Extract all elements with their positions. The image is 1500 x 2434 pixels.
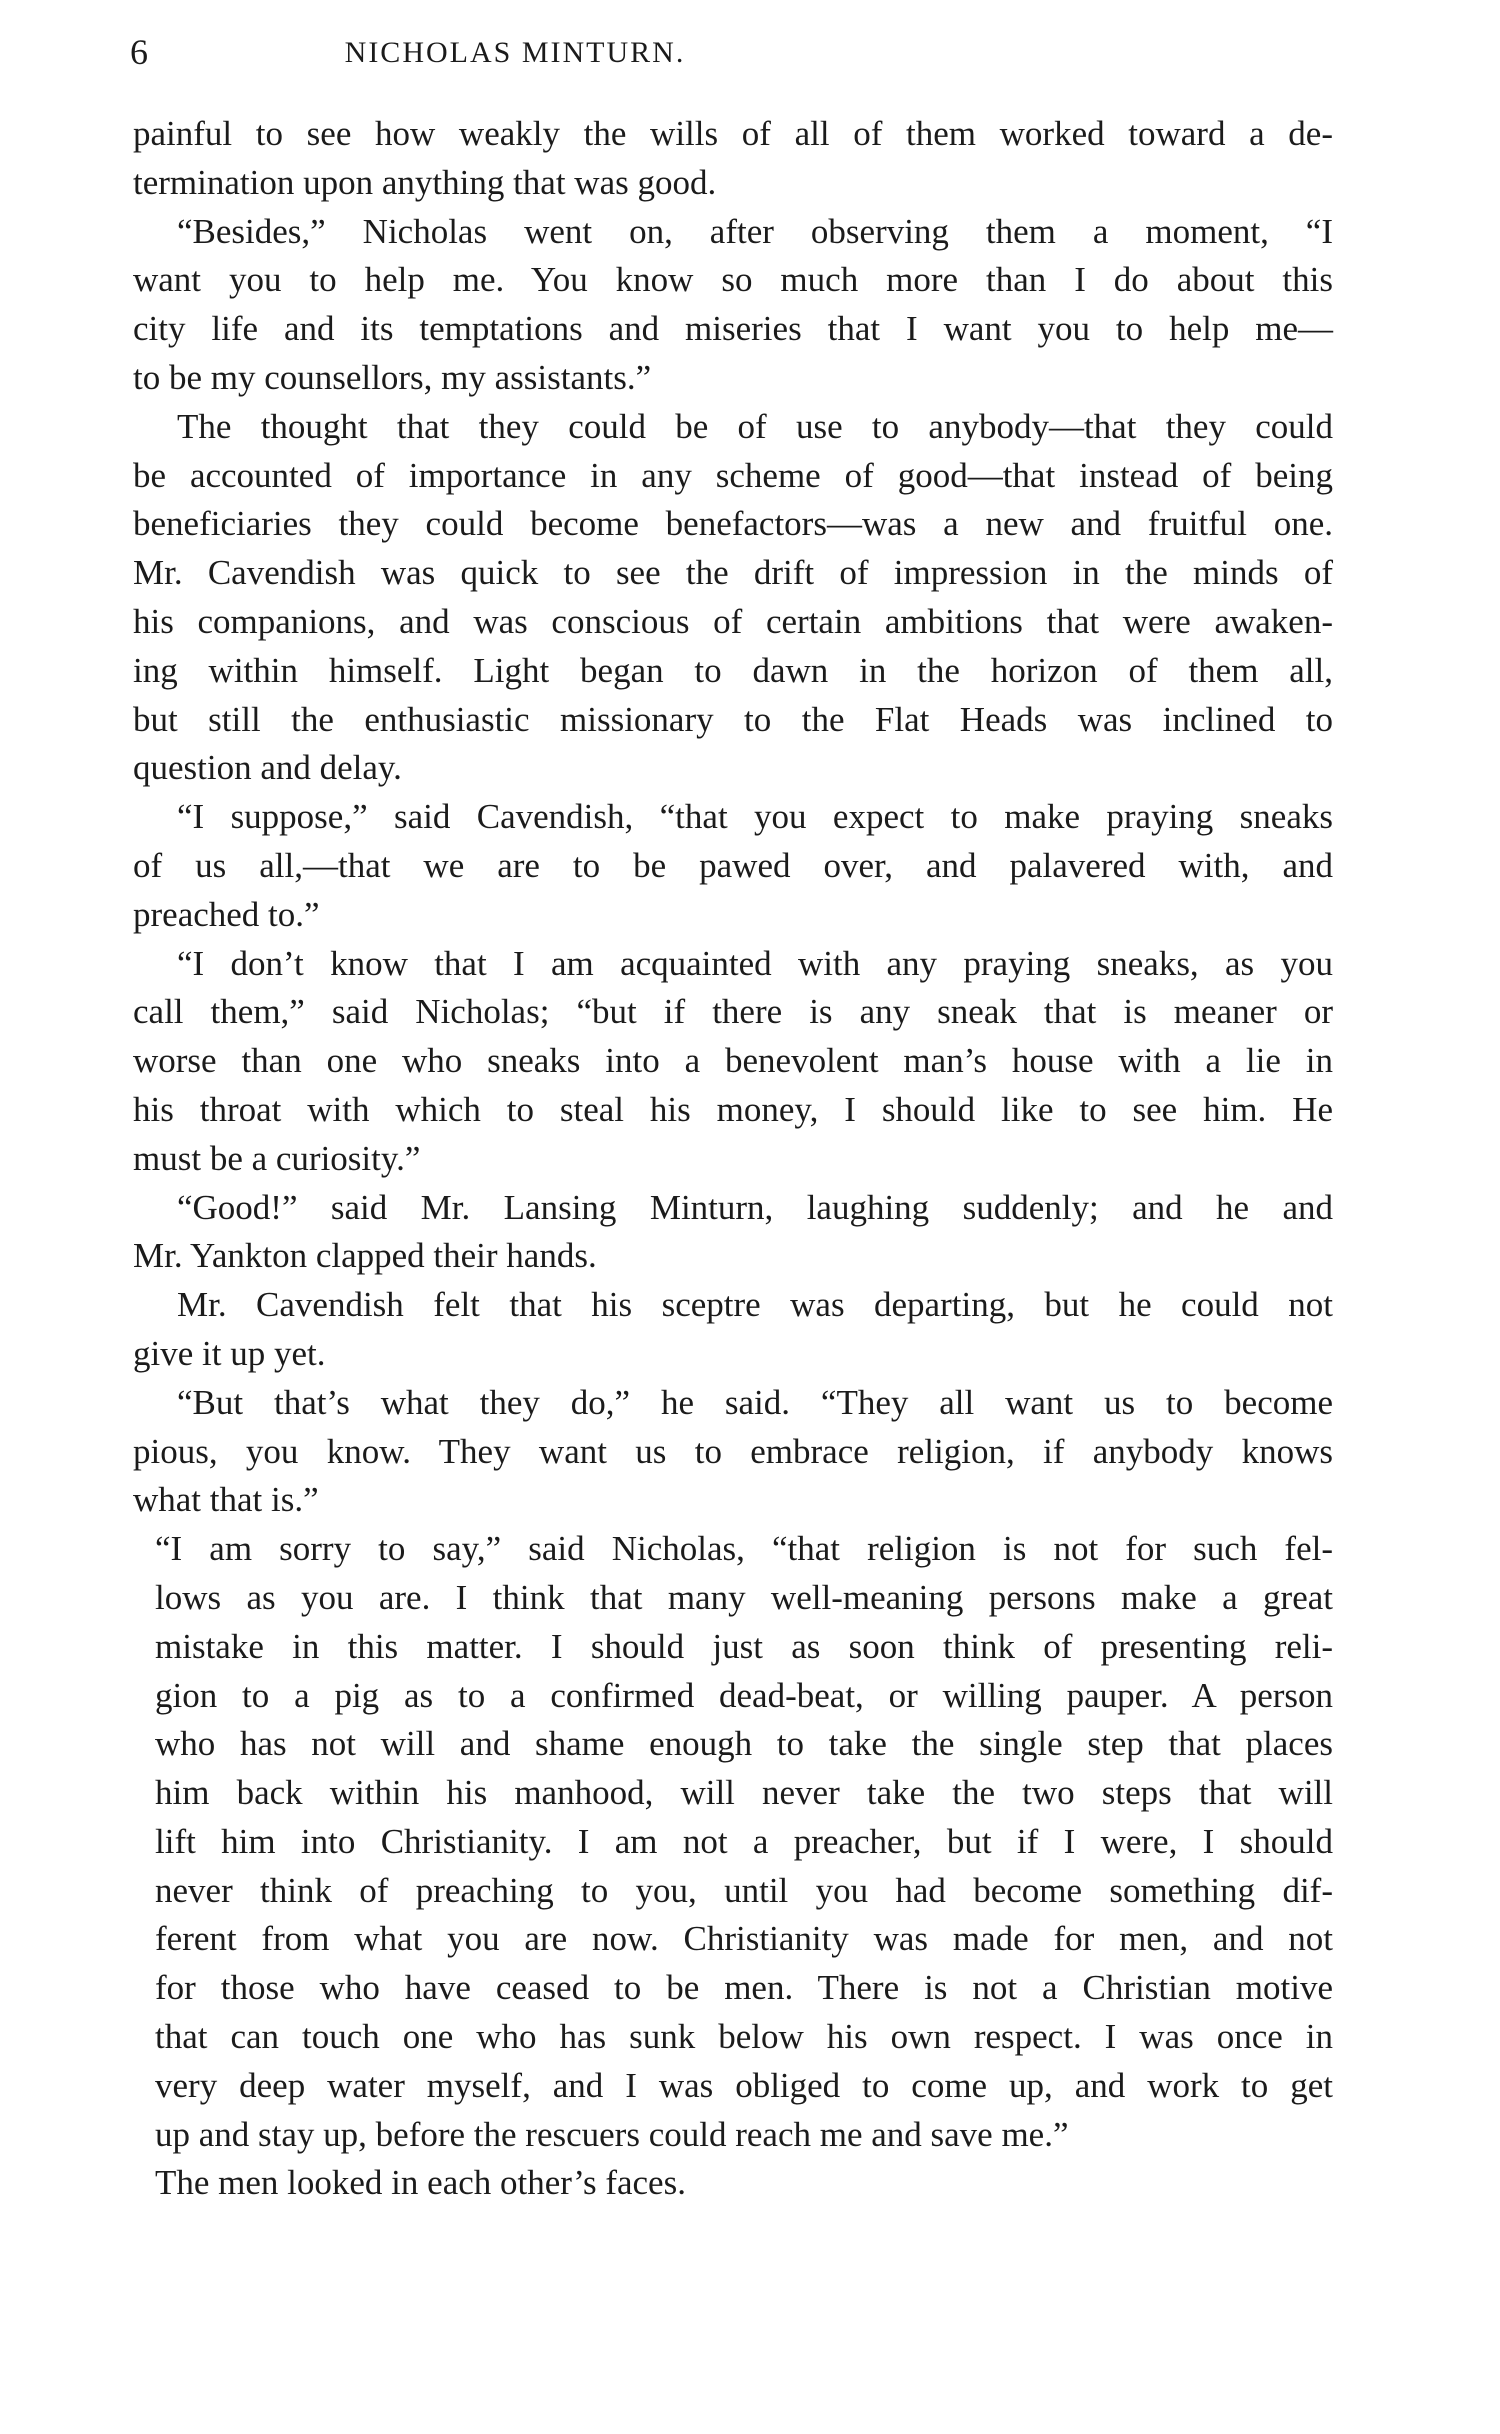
text-line: his companions, and was conscious of certain ambitions that were awaken-	[133, 601, 1333, 641]
text-line: The men looked in each other’s faces.	[155, 2163, 686, 2203]
text-line: termination upon anything that was good.	[133, 162, 717, 202]
body-text	[133, 110, 1333, 2208]
text-line: for those who have ceased to be men. There is not a Christian motive	[155, 1968, 1333, 2008]
text-line: ferent from what you are now. Christianity was made for men, and not	[155, 1919, 1333, 1959]
page-number: 6	[130, 32, 148, 72]
text-line: Mr. Cavendish was quick to see the drift of impression in the minds of	[133, 553, 1333, 593]
text-line: ing within himself. Light began to dawn in the horizon of them all,	[133, 650, 1333, 690]
text-line: call them,” said Nicholas; “but if there is any sneak that is meaner or	[133, 992, 1333, 1032]
text-line: Mr. Cavendish felt that his sceptre was departing, but he could not	[177, 1285, 1333, 1325]
text-line: The thought that they could be of use to anybody—that they could	[177, 406, 1333, 446]
text-line: very deep water myself, and I was obliged to come up, and work to get	[155, 2065, 1333, 2105]
text-line: “But that’s what they do,” he said. “They all want us to become	[177, 1382, 1333, 1422]
text-line: him back within his manhood, will never take the two steps that will	[155, 1773, 1333, 1813]
text-line: lows as you are. I think that many well-meaning persons make a great	[155, 1577, 1333, 1617]
text-line: worse than one who sneaks into a benevolent man’s house with a lie in	[133, 1041, 1333, 1081]
text-line: “I am sorry to say,” said Nicholas, “that religion is not for such fel-	[155, 1529, 1333, 1569]
text-line: of us all,—that we are to be pawed over, and palavered with, and	[133, 845, 1333, 885]
text-line: mistake in this matter. I should just as soon think of presenting reli-	[155, 1626, 1333, 1666]
text-line: his throat with which to steal his money, I should like to see him. He	[133, 1089, 1333, 1129]
text-line: Mr. Yankton clapped their hands.	[133, 1236, 597, 1276]
text-line: preached to.”	[133, 894, 320, 934]
text-line: city life and its temptations and miseries that I want you to help me—	[133, 309, 1333, 349]
text-line: up and stay up, before the rescuers could reach me and save me.”	[155, 2114, 1069, 2154]
running-head	[130, 32, 900, 72]
text-line: be accounted of importance in any scheme of good—that instead of being	[133, 455, 1333, 495]
text-line: “I suppose,” said Cavendish, “that you expect to make praying sneaks	[177, 797, 1333, 837]
text-line: painful to see how weakly the wills of all of them worked toward a de-	[133, 114, 1333, 153]
running-title: NICHOLAS MINTURN.	[344, 36, 686, 69]
text-line: want you to help me. You know so much more than I do about this	[133, 260, 1333, 300]
text-line: gion to a pig as to a confirmed dead-beat, or willing pauper. A person	[155, 1675, 1333, 1715]
text-line: but still the enthusiastic missionary to the Flat Heads was inclined to	[133, 699, 1333, 739]
text-line: what that is.”	[133, 1480, 319, 1520]
text-line: must be a curiosity.”	[133, 1138, 421, 1178]
text-line: “Besides,” Nicholas went on, after observing them a moment, “I	[177, 211, 1333, 251]
text-line: question and delay.	[133, 748, 402, 788]
text-line: to be my counsellors, my assistants.”	[133, 357, 652, 397]
text-line: who has not will and shame enough to take the single step that places	[155, 1724, 1333, 1764]
text-line: “Good!” said Mr. Lansing Minturn, laughing suddenly; and he and	[177, 1187, 1333, 1227]
text-line: “I don’t know that I am acquainted with any praying sneaks, as you	[177, 943, 1333, 983]
text-line: lift him into Christianity. I am not a preacher, but if I were, I should	[155, 1821, 1333, 1861]
text-line: never think of preaching to you, until you had become something dif-	[155, 1870, 1333, 1910]
text-line: give it up yet.	[133, 1333, 326, 1373]
text-line: pious, you know. They want us to embrace religion, if anybody knows	[133, 1431, 1333, 1471]
text-line: beneficiaries they could become benefactors—was a new and fruitful one.	[133, 504, 1333, 544]
text-line: that can touch one who has sunk below his own respect. I was once in	[155, 2017, 1333, 2057]
